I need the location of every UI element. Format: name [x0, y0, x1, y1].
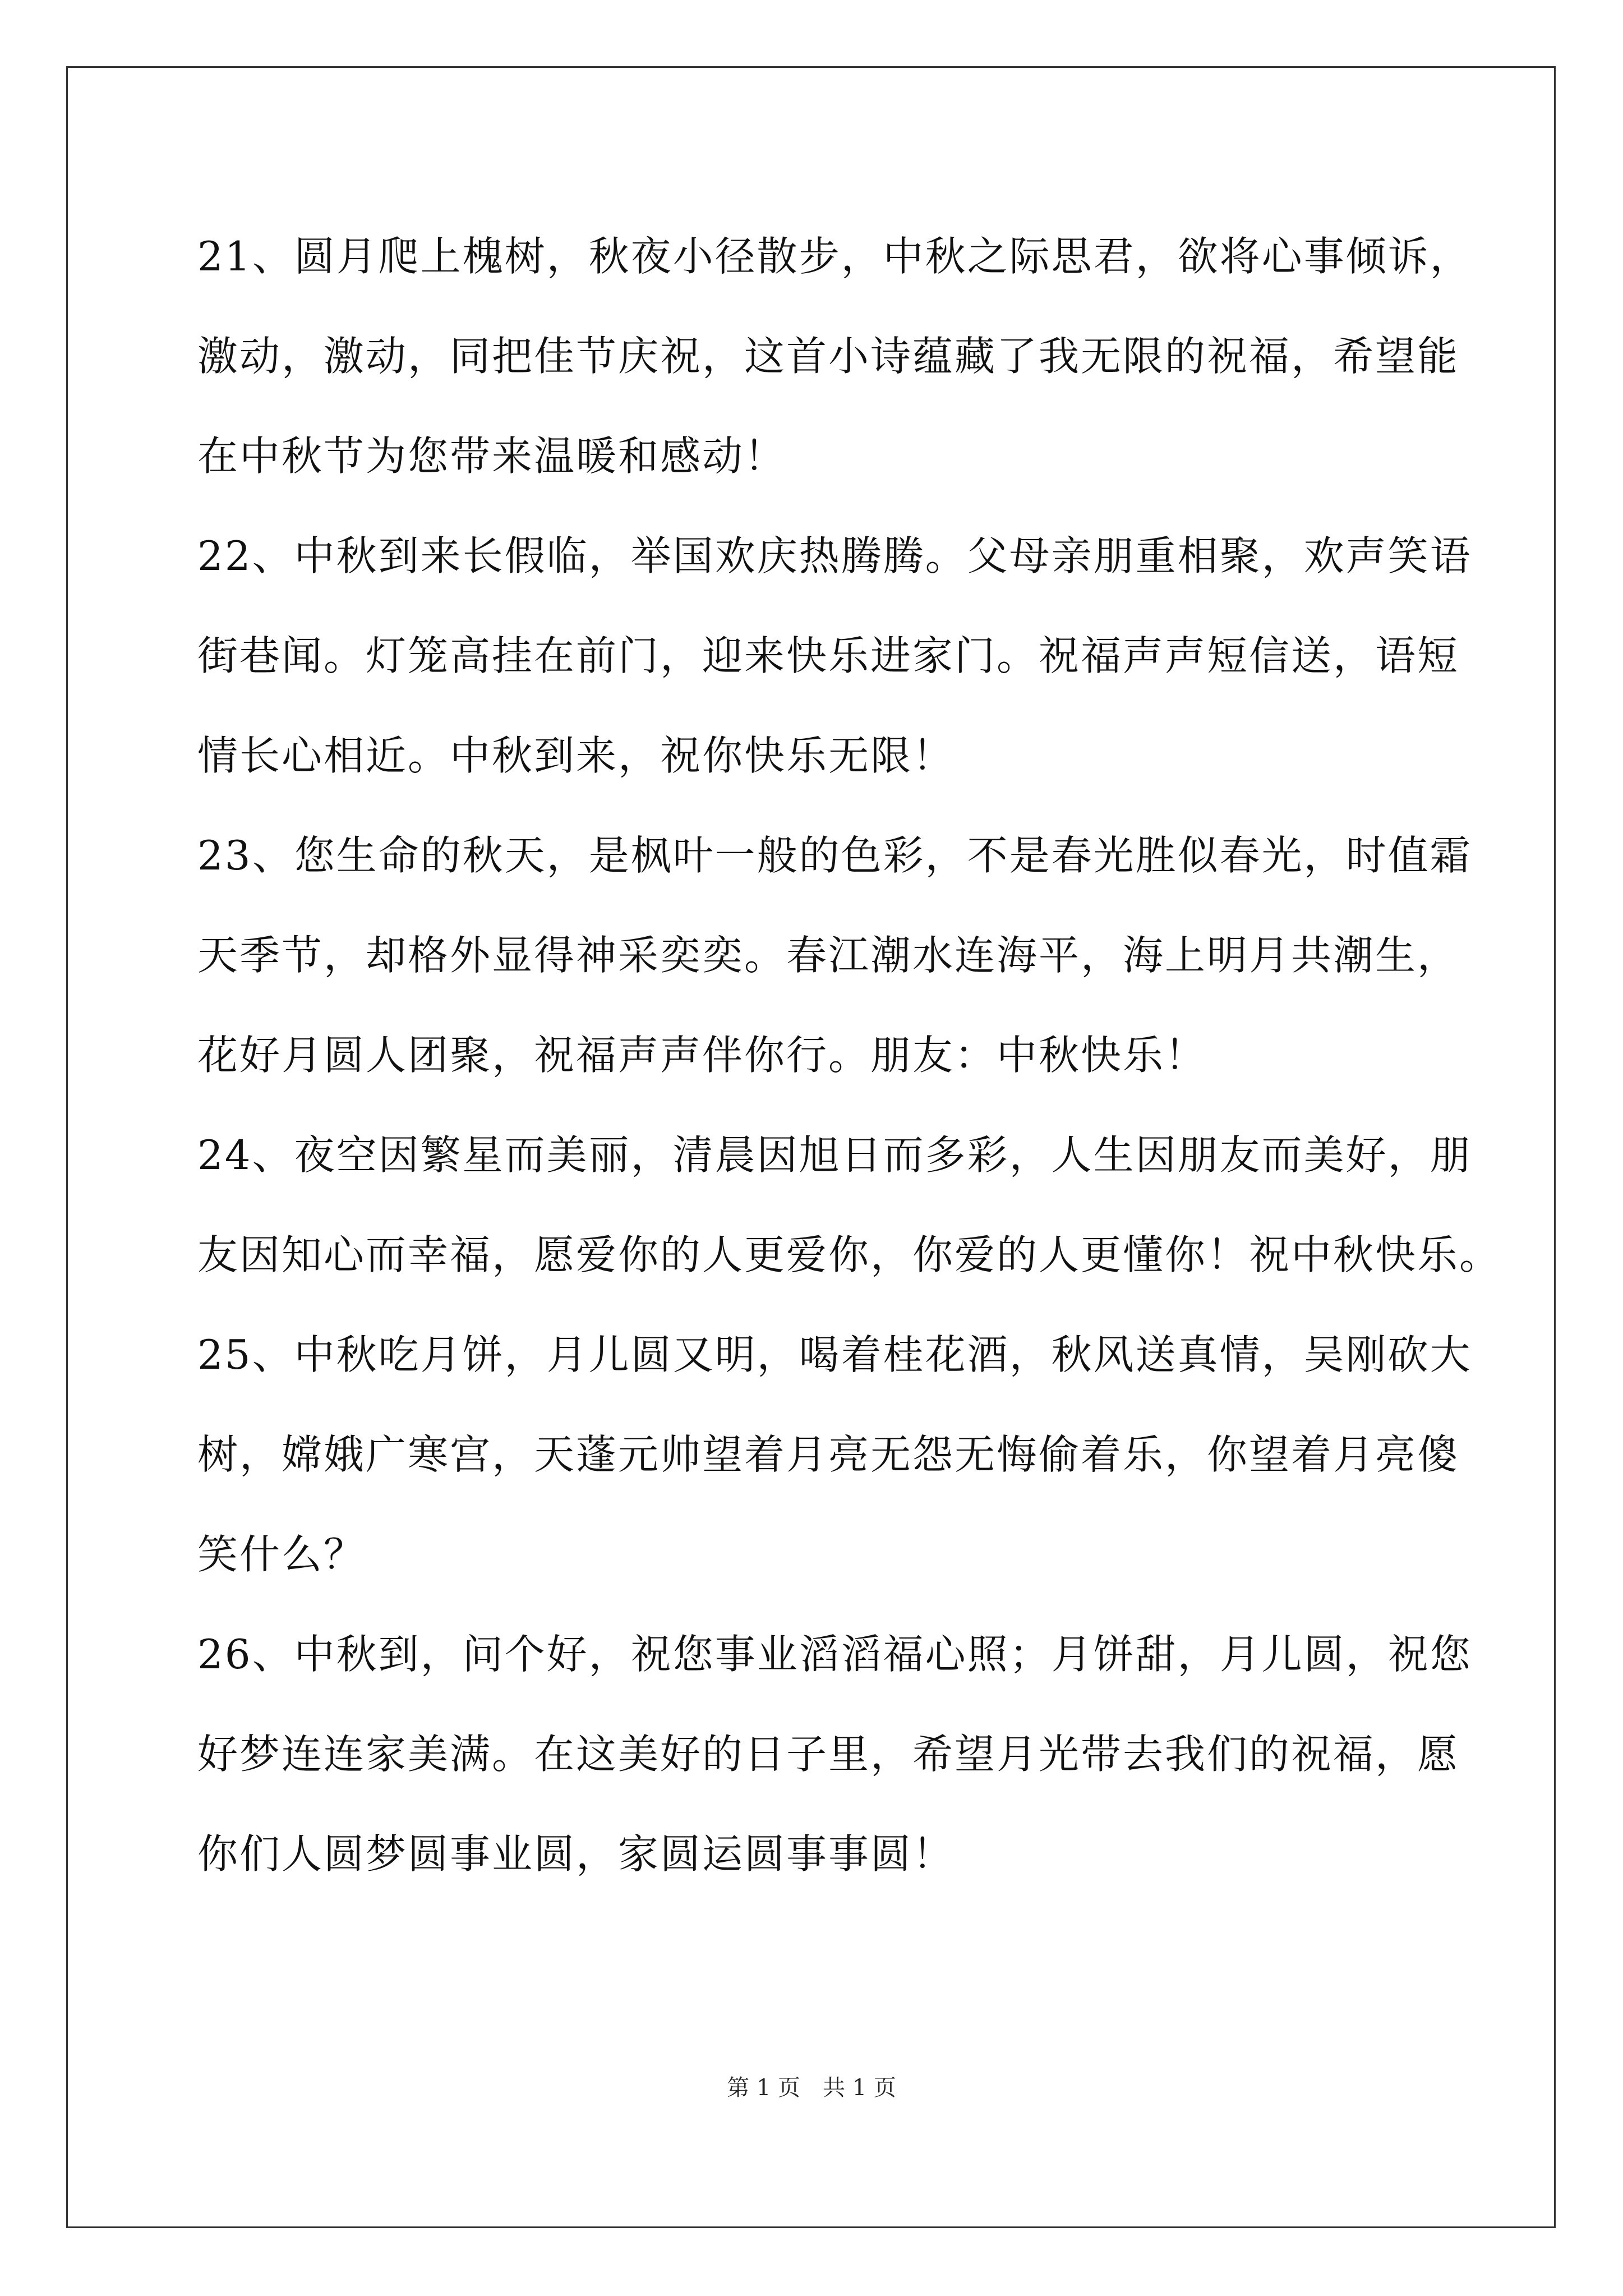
text-line: 友因知心而幸福，愿爱你的人更爱你，你爱的人更懂你！祝中秋快乐。	[197, 1231, 1502, 1278]
text-line: 好梦连连家美满。在这美好的日子里，希望月光带去我们的祝福，愿	[197, 1731, 1460, 1778]
text-line: 24、夜空因繁星而美丽，清晨因旭日而多彩，人生因朋友而美好，朋	[197, 1131, 1472, 1179]
text-line: 树，嫦娥广寒宫，天蓬元帅望着月亮无怨无悔偷着乐，你望着月亮傻	[197, 1431, 1460, 1478]
page-number-footer: 第 1 页 共 1 页	[727, 2075, 896, 2101]
text-line: 你们人圆梦圆事业圆，家圆运圆事事圆！	[197, 1830, 955, 1878]
text-line: 25、中秋吃月饼，月儿圆又明，喝着桂花酒，秋风送真情，吴刚砍大	[197, 1331, 1472, 1378]
text-line: 26、中秋到，问个好，祝您事业滔滔福心照；月饼甜，月儿圆，祝您	[197, 1631, 1472, 1678]
text-line: 在中秋节为您带来温暖和感动！	[197, 432, 787, 480]
document-body	[197, 206, 1502, 1904]
text-line: 21、圆月爬上槐树，秋夜小径散步，中秋之际思君，欲将心事倾诉，	[197, 233, 1472, 280]
text-line: 22、中秋到来长假临，举国欢庆热腾腾。父母亲朋重相聚，欢声笑语	[197, 532, 1472, 579]
text-line: 笑什么？	[197, 1531, 366, 1578]
text-line: 街巷闻。灯笼高挂在前门，迎来快乐进家门。祝福声声短信送，语短	[197, 632, 1460, 679]
text-line: 花好月圆人团聚，祝福声声伴你行。朋友：中秋快乐！	[197, 1032, 1207, 1079]
text-line: 天季节，却格外显得神采奕奕。春江潮水连海平，海上明月共潮生，	[197, 932, 1460, 979]
text-line: 激动，激动，同把佳节庆祝，这首小诗蕴藏了我无限的祝福，希望能	[197, 333, 1460, 380]
text-line: 情长心相近。中秋到来，祝你快乐无限！	[197, 732, 955, 779]
text-line: 23、您生命的秋天，是枫叶一般的色彩，不是春光胜似春光，时值霜	[197, 832, 1472, 879]
